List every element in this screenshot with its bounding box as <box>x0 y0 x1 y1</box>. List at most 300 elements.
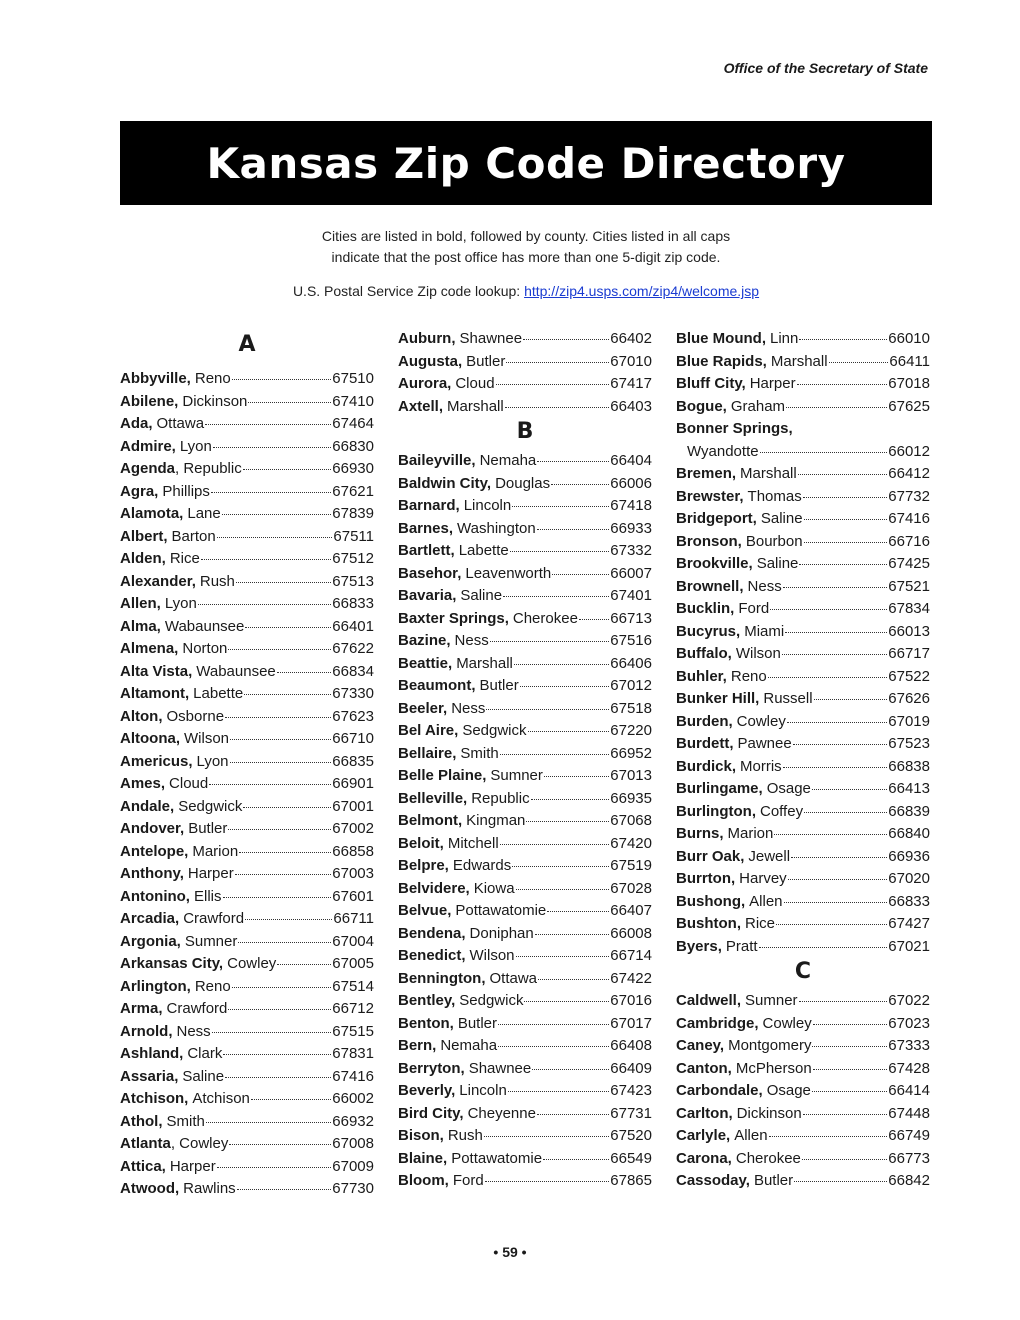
directory-entry <box>120 773 374 796</box>
directory-entry <box>120 683 374 706</box>
directory-entry <box>676 868 930 891</box>
county-name: Saline <box>460 587 503 604</box>
directory-entry <box>398 328 652 351</box>
county-name: Cloud <box>455 375 495 392</box>
dot-leader <box>243 807 331 808</box>
zip-code: 66933 <box>610 519 652 537</box>
directory-entry <box>676 990 930 1013</box>
dot-leader <box>797 384 888 385</box>
dot-leader <box>769 1136 888 1137</box>
dot-leader <box>229 1144 331 1145</box>
city-name: Arlington, <box>120 977 191 995</box>
county-name: Doniphan <box>469 924 534 942</box>
city-name: Benedict, <box>398 947 466 964</box>
dot-leader <box>520 686 610 687</box>
county-name: Sedgwick <box>178 797 243 815</box>
county-name: Lyon <box>164 595 197 612</box>
directory-entry <box>676 666 930 689</box>
zip-code: 67522 <box>888 667 930 685</box>
zip-code: 66007 <box>610 564 652 582</box>
dot-leader <box>211 492 331 493</box>
county-name: Marshall <box>770 352 828 370</box>
directory-entry <box>676 801 930 824</box>
zip-code: 67834 <box>888 600 930 617</box>
directory-entry <box>120 1133 374 1156</box>
directory-entry <box>398 720 652 743</box>
dot-leader <box>245 627 331 628</box>
dot-leader <box>235 874 332 875</box>
directory-entry <box>120 931 374 954</box>
directory-entry <box>398 396 652 419</box>
directory-entry <box>120 413 374 436</box>
dot-leader <box>230 762 332 763</box>
directory-entry <box>676 508 930 531</box>
directory-entry <box>120 571 374 594</box>
zip-code: 67013 <box>610 767 652 784</box>
dot-leader <box>217 1167 332 1168</box>
county-name: Cheyenne <box>467 1104 536 1122</box>
city-name: Anthony, <box>120 865 184 882</box>
directory-entry <box>676 643 930 666</box>
directory-entry <box>398 765 652 788</box>
county-name: Ottawa <box>156 415 205 432</box>
directory-entry <box>676 463 930 486</box>
city-name: Andale, <box>120 797 175 815</box>
zip-code: 66840 <box>888 825 930 842</box>
zip-code: 66412 <box>888 465 930 482</box>
dot-leader <box>783 587 888 588</box>
county-name: Pratt <box>725 937 758 955</box>
dot-leader <box>486 709 609 710</box>
dot-leader <box>803 1114 888 1115</box>
city-name: Blue Mound, <box>676 330 766 347</box>
directory-entry <box>120 548 374 571</box>
column-3 <box>676 328 930 1193</box>
directory-entry <box>120 841 374 864</box>
city-name: Blue Rapids, <box>676 352 767 370</box>
dot-leader <box>228 649 331 650</box>
directory-entry <box>676 396 930 419</box>
usps-lookup-link[interactable]: http://zip4.usps.com/zip4/welcome.jsp <box>524 283 760 299</box>
city-name: Buhler, <box>676 667 727 685</box>
dot-leader <box>791 857 887 858</box>
zip-code: 67068 <box>610 812 652 829</box>
city-name: Belle Plaine, <box>398 767 487 784</box>
dot-leader <box>516 956 610 957</box>
county-name: Wilson <box>469 947 515 964</box>
county-name: Butler <box>753 1172 794 1189</box>
city-name: Brookville, <box>676 555 753 572</box>
county-name: Republic <box>471 789 530 807</box>
directory-entry <box>120 886 374 909</box>
county-name: Smith <box>460 744 499 762</box>
zip-code: 66012 <box>888 442 930 460</box>
city-name: Burrton, <box>676 870 736 887</box>
zip-code: 67601 <box>332 887 374 905</box>
city-name: Belvidere, <box>398 879 470 897</box>
city-name: Beeler, <box>398 699 448 717</box>
city-name: Bavaria, <box>398 587 457 604</box>
city-name: Aurora, <box>398 375 452 392</box>
directory-entry <box>120 998 374 1021</box>
directory-entry <box>676 823 930 846</box>
dot-leader <box>528 731 610 732</box>
directory-entry <box>676 891 930 914</box>
directory-entry <box>120 526 374 549</box>
city-name: Arma, <box>120 1000 163 1017</box>
directory-entry <box>398 630 652 653</box>
directory-entry <box>676 756 930 779</box>
zip-code: 67022 <box>888 992 930 1009</box>
city-name: Burdett, <box>676 735 734 752</box>
dot-leader <box>209 784 331 785</box>
county-name: Osage <box>766 780 811 797</box>
zip-code: 67518 <box>610 699 652 717</box>
zip-code: 66835 <box>332 752 374 770</box>
county-name: Lyon <box>179 437 212 455</box>
city-name: Belmont, <box>398 812 463 829</box>
directory-entry <box>398 608 652 631</box>
dot-leader <box>485 1181 610 1182</box>
city-name: Carlton, <box>676 1104 733 1122</box>
zip-code: 66713 <box>610 609 652 627</box>
county-name: Marion <box>192 842 239 860</box>
directory-entry <box>398 833 652 856</box>
county-name: Allen <box>734 1127 768 1144</box>
county-name: Labette <box>458 542 509 559</box>
directory-entry <box>120 1088 374 1111</box>
dot-leader <box>498 1024 609 1025</box>
city-name: Burden, <box>676 712 733 730</box>
county-name: Lincoln <box>459 1082 507 1099</box>
zip-code: 67625 <box>888 397 930 415</box>
city-name: Cassoday, <box>676 1172 750 1189</box>
dot-leader <box>524 1001 609 1002</box>
directory-entry <box>398 675 652 698</box>
city-name: Auburn, <box>398 330 456 347</box>
dot-leader <box>829 362 889 363</box>
city-name: Alta Vista, <box>120 662 193 680</box>
dot-leader <box>248 402 331 403</box>
dot-leader <box>784 902 888 903</box>
county-name: Ness <box>454 632 489 649</box>
zip-code: 66712 <box>332 1000 374 1017</box>
zip-code: 66930 <box>332 460 374 477</box>
directory-entry <box>398 585 652 608</box>
directory-entry <box>676 711 930 734</box>
city-name: Agra, <box>120 482 159 500</box>
zip-code: 67519 <box>610 857 652 874</box>
county-name: Harper <box>749 375 796 392</box>
directory-entry <box>120 728 374 751</box>
city-name: Benton, <box>398 1014 454 1032</box>
zip-code: 67021 <box>888 937 930 955</box>
city-name: Bushong, <box>676 892 746 910</box>
dot-leader <box>785 632 887 633</box>
directory-entry <box>120 436 374 459</box>
county-name: Harper <box>187 865 234 882</box>
directory-entry <box>398 1058 652 1081</box>
dot-leader <box>223 1054 331 1055</box>
directory-entry <box>120 593 374 616</box>
city-name: Alexander, <box>120 572 196 590</box>
city-name: Blaine, <box>398 1149 448 1167</box>
zip-code: 67515 <box>332 1022 374 1040</box>
zip-code: 66407 <box>610 902 652 919</box>
county-name: Smith <box>166 1112 205 1130</box>
county-name: Marion <box>727 825 774 842</box>
zip-code: 67010 <box>610 352 652 370</box>
zip-code: 67016 <box>610 992 652 1009</box>
county-name: Norton <box>182 640 228 657</box>
county-name: Morris <box>740 757 782 775</box>
dot-leader <box>230 739 331 740</box>
zip-code: 66010 <box>888 330 930 347</box>
directory-entry <box>120 1111 374 1134</box>
city-name: Cambridge, <box>676 1014 759 1032</box>
county-name: Jewell <box>748 847 791 865</box>
dot-leader <box>799 339 887 340</box>
zip-code: 66932 <box>332 1112 374 1130</box>
county-name: Nemaha <box>479 452 537 469</box>
zip-code: 67422 <box>610 969 652 987</box>
zip-code: 67427 <box>888 915 930 932</box>
city-name: Bucyrus, <box>676 622 741 640</box>
dot-leader <box>512 506 609 507</box>
zip-code: 67017 <box>610 1014 652 1032</box>
dot-leader <box>804 812 887 813</box>
directory-entry <box>398 1035 652 1058</box>
city-name: Brewster, <box>676 487 744 505</box>
zip-code: 67514 <box>332 977 374 995</box>
dot-leader <box>212 1032 332 1033</box>
directory-entry <box>676 846 930 869</box>
county-name: Marshall <box>447 397 504 415</box>
county-name: Ottawa <box>489 969 538 987</box>
zip-code: 66858 <box>332 842 374 860</box>
section-letter: C <box>794 959 812 984</box>
zip-code: 66773 <box>888 1149 930 1167</box>
zip-code: 66406 <box>610 654 652 672</box>
directory-entry <box>676 733 930 756</box>
dot-leader <box>760 452 888 453</box>
dot-leader <box>532 1069 609 1070</box>
page-number: • 59 • <box>493 1244 527 1260</box>
zip-code: 66710 <box>332 730 374 747</box>
zip-code: 66401 <box>332 617 374 635</box>
county-name: Butler <box>466 352 506 370</box>
directory-entry <box>398 855 652 878</box>
zip-code: 66402 <box>610 330 652 347</box>
city-name: Abbyville, <box>120 370 191 387</box>
city-name: Burlington, <box>676 802 756 820</box>
zip-code: 67019 <box>888 712 930 730</box>
dot-leader <box>543 1159 609 1160</box>
dot-leader <box>213 447 331 448</box>
dot-leader <box>500 754 610 755</box>
city-name: Assaria, <box>120 1067 179 1085</box>
county-name: Rush <box>199 572 235 590</box>
city-name: Burns, <box>676 825 724 842</box>
dot-leader <box>538 979 609 980</box>
directory-entry <box>676 1148 930 1171</box>
directory-entry <box>398 698 652 721</box>
dot-leader <box>516 889 610 890</box>
city-name: Bronson, <box>676 532 742 550</box>
zip-code: 67425 <box>888 555 930 572</box>
city-name: Burlingame, <box>676 780 763 797</box>
dot-leader <box>232 379 332 380</box>
county-name: Cloud <box>169 775 209 792</box>
column-2 <box>398 328 652 1193</box>
zip-code: 67020 <box>888 870 930 887</box>
city-name: Antonino, <box>120 887 190 905</box>
dot-leader <box>813 1024 888 1025</box>
directory-entry <box>398 351 652 374</box>
city-name: Belleville, <box>398 789 468 807</box>
county-name: , Cowley <box>170 1135 229 1152</box>
county-name: Labette <box>193 685 244 702</box>
zip-code: 67626 <box>888 690 930 707</box>
city-name: Attica, <box>120 1157 166 1175</box>
city-name: Andover, <box>120 820 185 837</box>
directory-entry <box>676 373 930 396</box>
dot-leader <box>768 677 888 678</box>
page-title: Kansas Zip Code Directory <box>206 138 846 188</box>
dot-leader <box>225 1077 331 1078</box>
zip-code: 67420 <box>610 834 652 852</box>
city-name: Bellaire, <box>398 744 457 762</box>
dot-leader <box>498 1046 609 1047</box>
zip-code: 66006 <box>610 474 652 492</box>
zip-code: 66830 <box>332 437 374 455</box>
dot-leader <box>505 407 610 408</box>
zip-code: 66408 <box>610 1037 652 1054</box>
dot-leader <box>770 609 887 610</box>
zip-code: 67416 <box>332 1067 374 1085</box>
zip-code: 67623 <box>332 707 374 725</box>
county-name: Harvey <box>739 870 787 887</box>
city-name: Almena, <box>120 640 179 657</box>
city-name: Canton, <box>676 1059 732 1077</box>
county-name: Graham <box>730 397 786 415</box>
dot-leader <box>223 897 332 898</box>
title-banner <box>120 121 932 205</box>
zip-code: 66414 <box>888 1082 930 1099</box>
city-name: Alma, <box>120 617 161 635</box>
dot-leader <box>547 911 609 912</box>
zip-code: 66716 <box>888 532 930 550</box>
directory-entry <box>676 688 930 711</box>
zip-code: 67839 <box>332 505 374 522</box>
directory-entry <box>676 486 930 509</box>
city-name: Carona, <box>676 1149 732 1167</box>
city-name: Axtell, <box>398 397 444 415</box>
dot-leader <box>579 619 609 620</box>
county-name: Kiowa <box>473 879 515 897</box>
zip-code: 66833 <box>888 892 930 910</box>
dot-leader <box>799 564 887 565</box>
dot-leader <box>503 596 609 597</box>
directory-entry <box>398 1103 652 1126</box>
dot-leader <box>236 582 331 583</box>
zip-code: 66411 <box>889 352 930 370</box>
dot-leader <box>237 1189 332 1190</box>
zip-code: 67731 <box>610 1104 652 1122</box>
directory-entry <box>120 391 374 414</box>
directory-entry <box>676 936 930 959</box>
directory-entry <box>398 788 652 811</box>
dot-leader <box>245 919 332 920</box>
county-name: Reno <box>194 977 231 995</box>
zip-code: 67417 <box>610 375 652 392</box>
dot-leader <box>496 384 610 385</box>
county-name: Wabaunsee <box>196 662 276 680</box>
county-name: Leavenworth <box>465 564 552 582</box>
zip-code: 66711 <box>333 910 374 927</box>
county-name: Mitchell <box>447 834 499 852</box>
city-name: Beverly, <box>398 1082 456 1099</box>
dot-leader <box>526 821 609 822</box>
dot-leader <box>786 407 887 408</box>
county-name: Butler <box>479 677 519 694</box>
county-name: Clark <box>187 1045 223 1062</box>
county-name: Rush <box>447 1127 483 1144</box>
dot-leader <box>794 1181 887 1182</box>
county-name: Cowley <box>736 712 786 730</box>
directory-entry <box>676 328 930 351</box>
directory-entry <box>676 576 930 599</box>
county-name: Cowley <box>227 955 277 972</box>
directory-entry <box>120 616 374 639</box>
city-name: Bonner Springs, <box>676 420 793 437</box>
city-name: Bentley, <box>398 992 456 1009</box>
city-name: Arcadia, <box>120 910 180 927</box>
county-name: Ford <box>452 1172 484 1189</box>
city-name: Atwood, <box>120 1180 180 1197</box>
city-name: Baileyville, <box>398 452 476 469</box>
zip-code: 67621 <box>332 482 374 500</box>
zip-code: 67523 <box>888 735 930 752</box>
dot-leader <box>523 339 609 340</box>
dot-leader <box>490 641 610 642</box>
county-name: Pawnee <box>737 735 792 752</box>
county-name: Rawlins <box>183 1180 236 1197</box>
directory-entry <box>398 473 652 496</box>
directory-entry <box>120 1178 374 1201</box>
dot-leader <box>222 514 332 515</box>
county-name: Rice <box>169 550 200 567</box>
county-name: Ness <box>747 577 782 595</box>
directory-entry <box>676 1125 930 1148</box>
city-name: Alton, <box>120 707 163 725</box>
dot-leader <box>812 1091 887 1092</box>
county-name: Sumner <box>745 992 798 1009</box>
dot-leader <box>198 604 331 605</box>
directory-entry <box>120 503 374 526</box>
city-name: Allen, <box>120 595 161 612</box>
county-name: Bourbon <box>745 532 803 550</box>
dot-leader <box>228 829 331 830</box>
city-name: Basehor, <box>398 564 462 582</box>
zip-code: 67003 <box>332 865 374 882</box>
zip-code: 67004 <box>332 932 374 950</box>
county-name: Linn <box>770 330 799 347</box>
city-name: Bennington, <box>398 969 486 987</box>
zip-code: 67001 <box>332 797 374 815</box>
directory-entry <box>398 495 652 518</box>
county-name: Kingman <box>466 812 526 829</box>
